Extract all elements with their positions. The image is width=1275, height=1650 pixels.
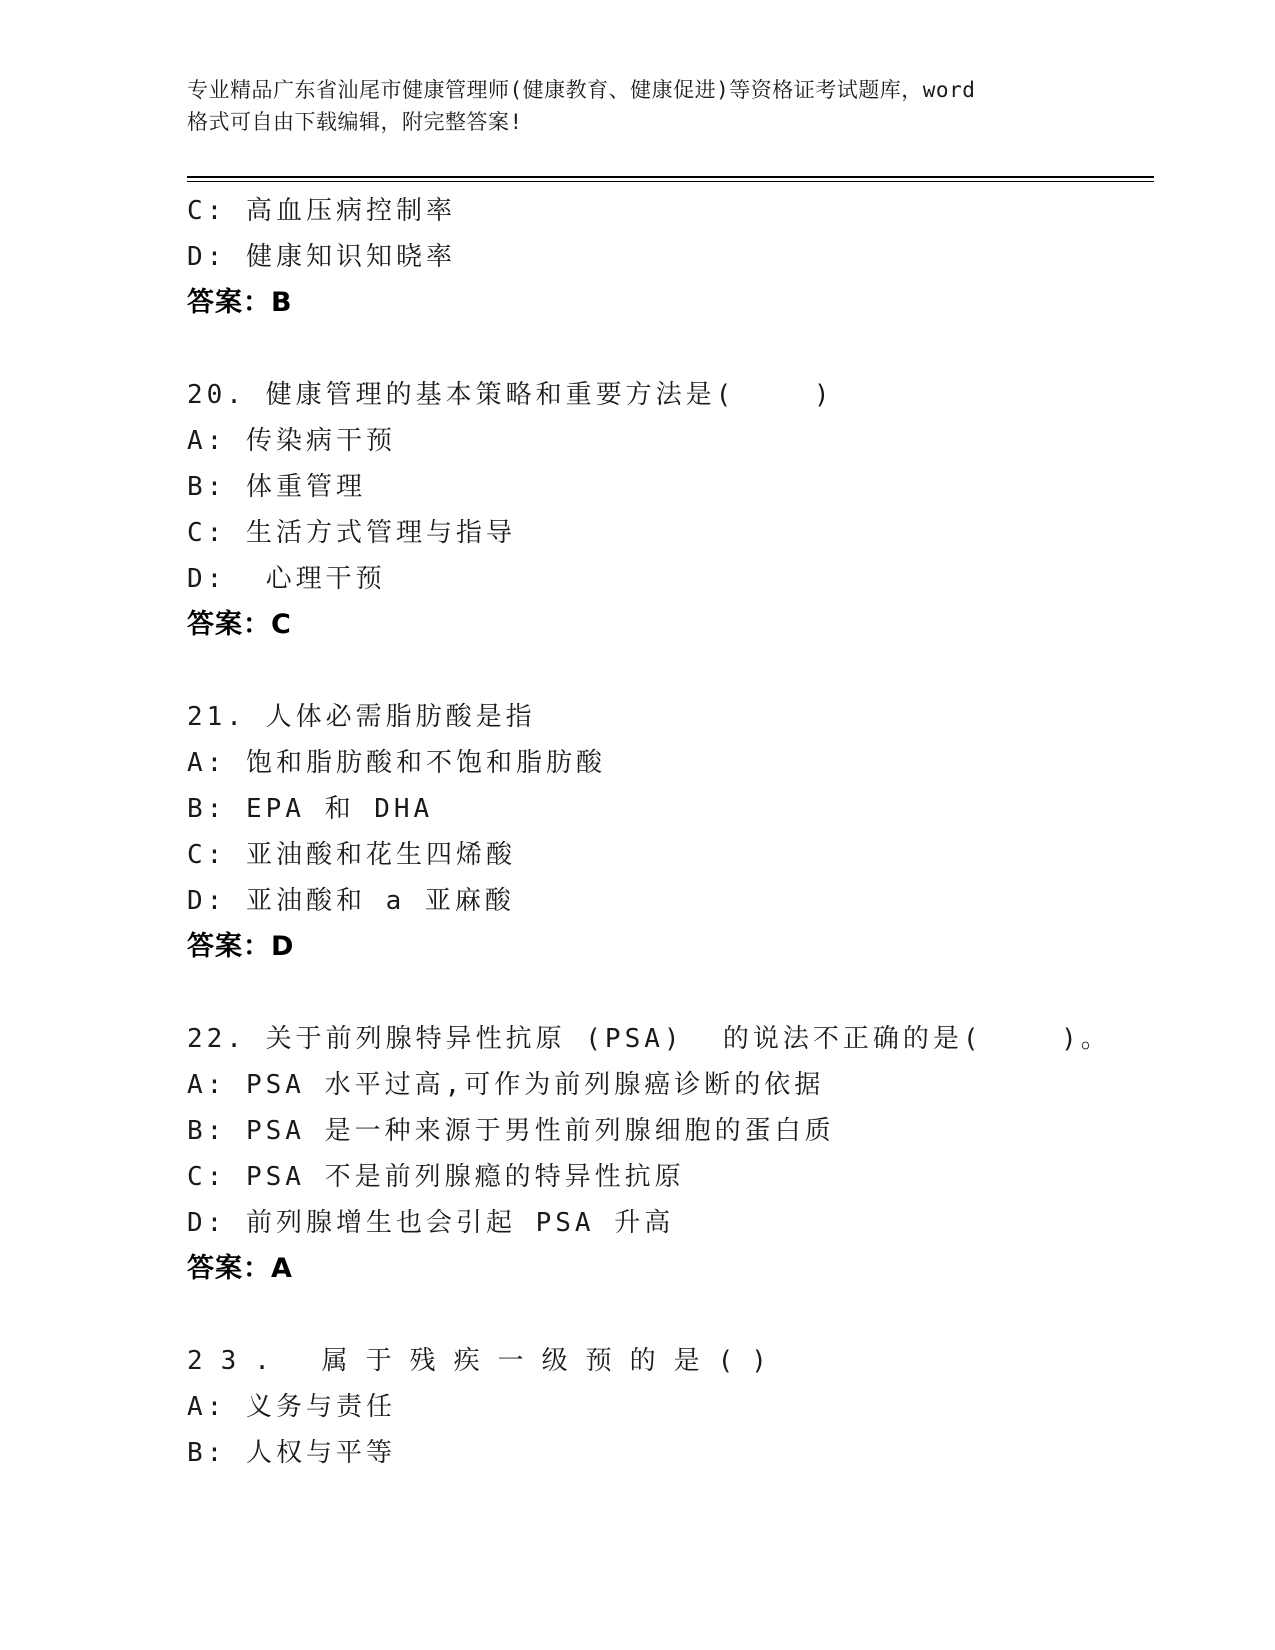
option-b: B: 人权与平等 [187,1438,396,1468]
question-22 [187,1016,1147,1292]
option-a: A: 义务与责任 [187,1392,396,1422]
question-20 [187,372,1147,648]
header-line-2: 格式可自由下载编辑，附完整答案! [187,110,523,134]
question-list [187,188,1147,1476]
answer-label: 答案：B [187,287,293,318]
answer-label: 答案：C [187,609,292,640]
option-a: A: PSA 水平过高,可作为前列腺癌诊断的依据 [187,1070,825,1100]
question-stem: 20. 健康管理的基本策略和重要方法是( ) [187,380,834,410]
spacer [187,326,1147,372]
option-c: C: 生活方式管理与指导 [187,518,516,548]
spacer [187,970,1147,1016]
header-divider-thick [187,176,1154,178]
option-d: D: 亚油酸和 a 亚麻酸 [187,886,515,916]
option-a: A: 饱和脂肪酸和不饱和脂肪酸 [187,748,606,778]
question-stem: 22. 关于前列腺特异性抗原 (PSA) 的说法不正确的是( )。 [187,1024,1111,1054]
spacer [187,648,1147,694]
question-stem: 23. 属于残疾一级预的是() [187,1346,785,1376]
option-a: A: 传染病干预 [187,426,396,456]
answer-label: 答案：A [187,1253,293,1284]
question-stem: 21. 人体必需脂肪酸是指 [187,702,536,732]
option-b: B: EPA 和 DHA [187,794,434,824]
header-divider-thin [187,181,1154,182]
option-d: D: 前列腺增生也会引起 PSA 升高 [187,1208,675,1238]
option-b: B: 体重管理 [187,472,366,502]
document-header [187,74,1087,138]
question-23 [187,1338,1147,1476]
question-21 [187,694,1147,970]
option-b: B: PSA 是一种来源于男性前列腺细胞的蛋白质 [187,1116,835,1146]
option-c: C: 高血压病控制率 [187,196,456,226]
header-line-1: 专业精品广东省汕尾市健康管理师(健康教育、健康促进)等资格证考试题库，word [187,78,976,102]
spacer [187,1292,1147,1338]
option-d: D: 心理干预 [187,564,386,594]
answer-label: 答案：D [187,931,295,962]
option-d: D: 健康知识知晓率 [187,242,456,272]
question-19-tail [187,188,1147,326]
option-c: C: 亚油酸和花生四烯酸 [187,840,516,870]
option-c: C: PSA 不是前列腺瘾的特异性抗原 [187,1162,685,1192]
